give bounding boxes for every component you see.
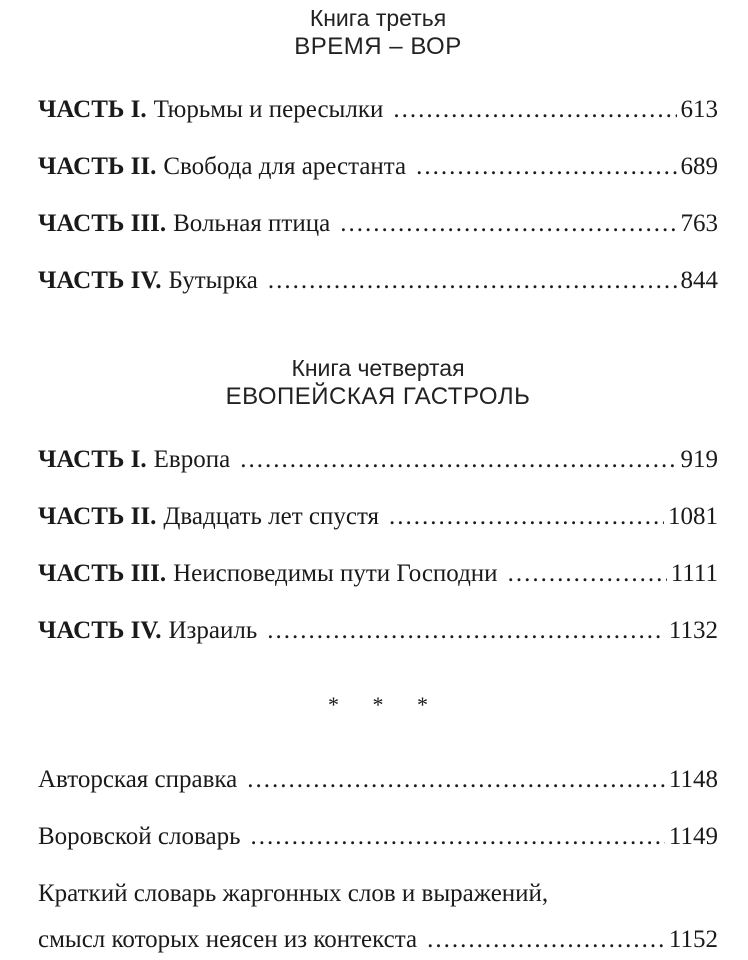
dot-leader xyxy=(393,90,676,130)
book-title: ВРЕМЯ – ВОР xyxy=(294,33,462,60)
toc-entry[interactable] xyxy=(38,497,718,554)
table-of-contents-page xyxy=(38,0,718,953)
entry-title: смысл которых неясен из контекста xyxy=(38,926,418,953)
entry-title: Тюрьмы и пересылки xyxy=(153,96,384,123)
page-number: 689 xyxy=(680,153,718,180)
part-number: ЧАСТЬ III. xyxy=(38,210,167,237)
dot-leader xyxy=(268,261,677,301)
dot-leader xyxy=(427,920,665,960)
part-number: ЧАСТЬ IV. xyxy=(38,267,162,294)
part-number: ЧАСТЬ I. xyxy=(38,446,147,473)
dot-leader xyxy=(389,497,664,537)
toc-entry[interactable] xyxy=(38,760,718,817)
part-number: ЧАСТЬ IV. xyxy=(38,617,162,644)
book-three-heading xyxy=(38,4,718,62)
toc-entry[interactable] xyxy=(38,147,718,204)
book-four-contents xyxy=(38,440,718,668)
page-number: 1132 xyxy=(668,617,718,644)
entry-title: Европа xyxy=(153,446,231,473)
page-number: 1149 xyxy=(668,823,718,850)
toc-entry[interactable] xyxy=(38,440,718,497)
page-number: 1111 xyxy=(670,560,718,587)
entry-title: Авторская справка xyxy=(38,766,238,793)
entry-title-line: Краткий словарь жаргонных слов и выражений, xyxy=(38,880,549,907)
part-number: ЧАСТЬ II. xyxy=(38,153,157,180)
section-divider: * * * xyxy=(328,692,442,717)
appendix-contents xyxy=(38,760,718,960)
page-number: 1152 xyxy=(668,926,718,953)
dot-leader xyxy=(267,611,665,651)
page-number: 844 xyxy=(680,267,718,294)
dot-leader xyxy=(240,440,676,480)
dot-leader xyxy=(416,147,676,187)
book-title: ЕВОПЕЙСКАЯ ГАСТРОЛЬ xyxy=(225,383,531,410)
part-number: ЧАСТЬ II. xyxy=(38,503,157,530)
entry-title: Двадцать лет спустя xyxy=(163,503,380,530)
toc-entry[interactable] xyxy=(38,554,718,611)
dot-leader xyxy=(250,817,664,857)
book-label: Книга четвертая xyxy=(291,355,465,381)
entry-title-line-wrap xyxy=(38,920,718,960)
entry-title: Воровской словарь xyxy=(38,823,241,850)
page-number: 613 xyxy=(680,96,718,123)
dot-leader xyxy=(340,204,676,244)
part-number: ЧАСТЬ III. xyxy=(38,560,167,587)
part-number: ЧАСТЬ I. xyxy=(38,96,147,123)
toc-entry[interactable] xyxy=(38,90,718,147)
toc-entry[interactable] xyxy=(38,611,718,668)
page-number: 1148 xyxy=(668,766,718,793)
entry-title: Свобода для арестанта xyxy=(163,153,407,180)
entry-title: Неисповедимы пути Господни xyxy=(173,560,498,587)
toc-entry[interactable] xyxy=(38,261,718,318)
page-number: 919 xyxy=(680,446,718,473)
book-four-heading xyxy=(38,354,718,412)
toc-entry[interactable] xyxy=(38,204,718,261)
page-number: 1081 xyxy=(668,503,718,530)
dot-leader xyxy=(247,760,665,800)
entry-title: Бутырка xyxy=(168,267,258,294)
toc-entry[interactable] xyxy=(38,817,718,874)
page-number: 763 xyxy=(680,210,718,237)
book-three-contents xyxy=(38,90,718,318)
entry-title: Вольная птица xyxy=(173,210,331,237)
book-label: Книга третья xyxy=(309,5,447,31)
dot-leader xyxy=(508,554,667,594)
entry-title: Израиль xyxy=(168,617,258,644)
toc-entry[interactable] xyxy=(38,874,718,960)
